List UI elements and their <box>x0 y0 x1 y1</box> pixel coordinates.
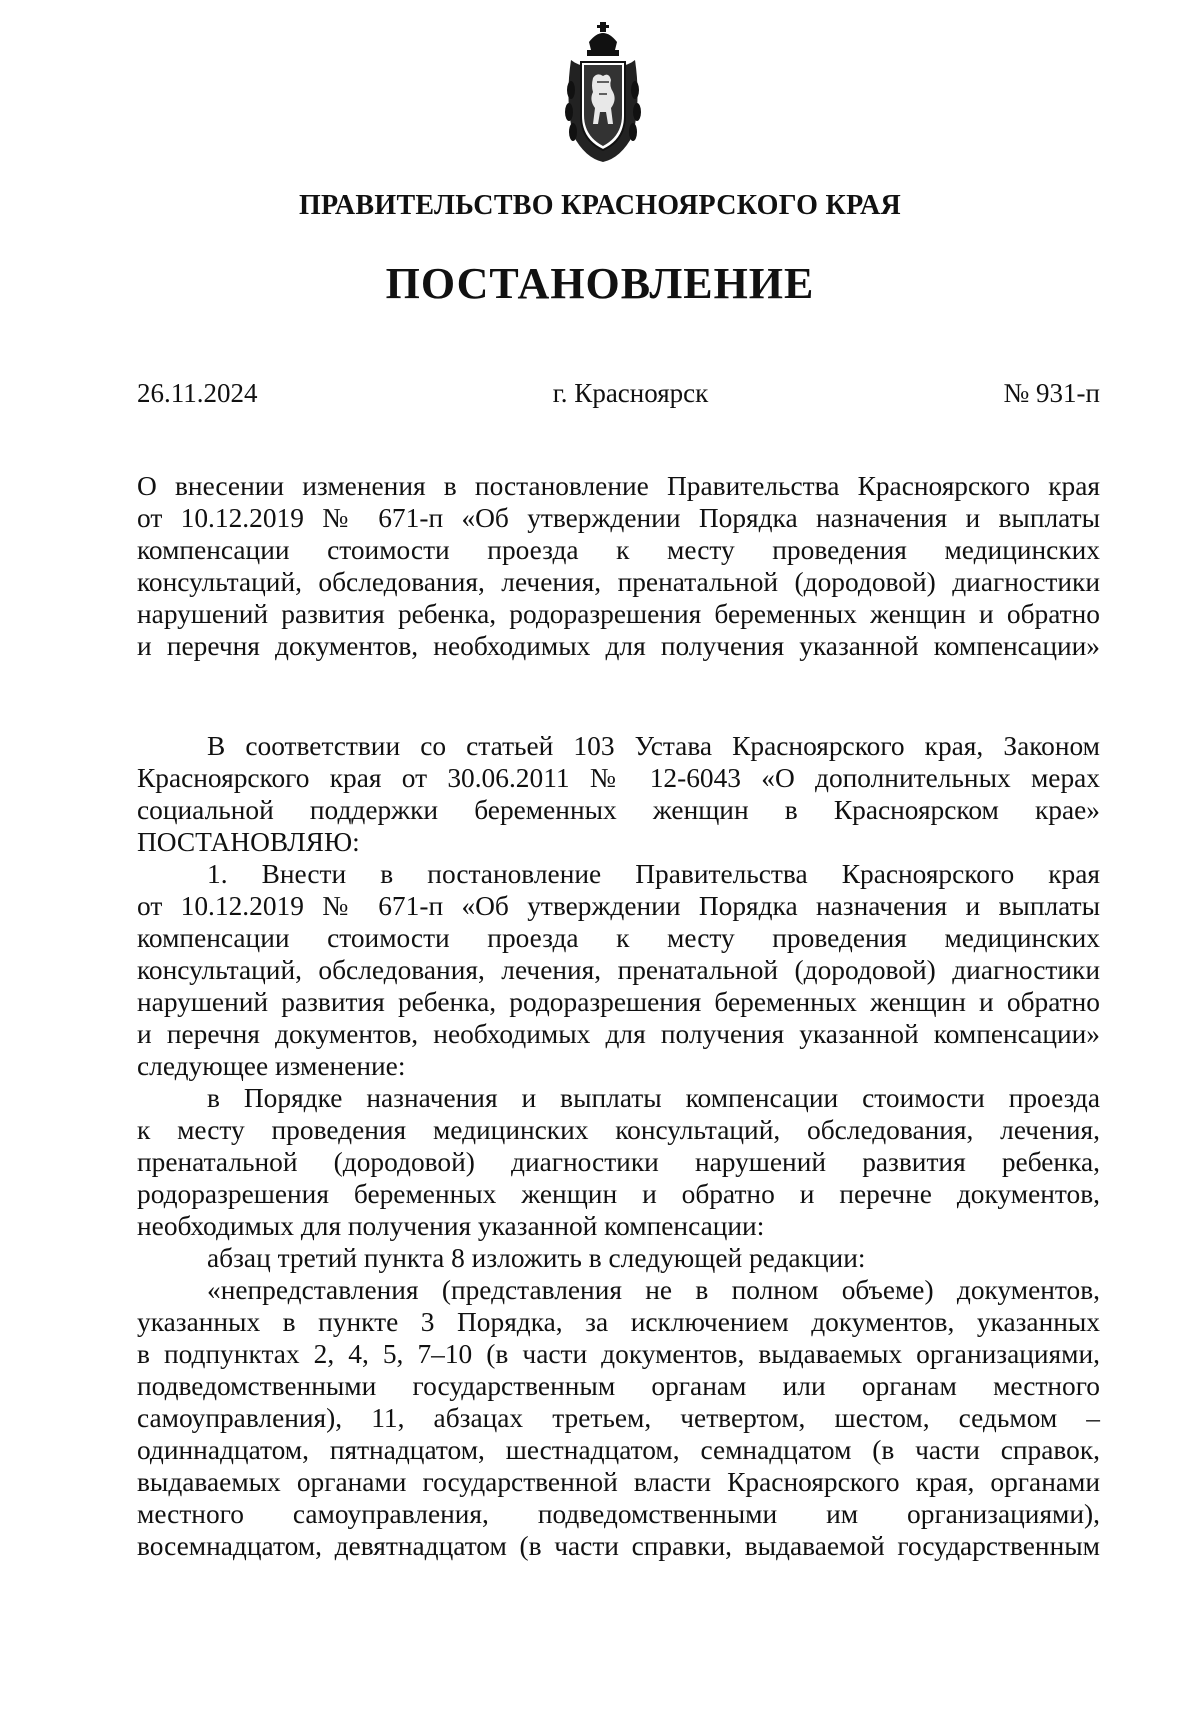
body-line: консультаций, обследования, лечения, пренатальной (дородовой) диагностики <box>137 955 1100 985</box>
body-line: восемнадцатом, девятнадцатом (в части справки, выдаваемой государственным <box>137 1531 1100 1561</box>
body-line: одиннадцатом, пятнадцатом, шестнадцатом, семнадцатом (в части справок, <box>137 1435 1100 1465</box>
document-number: № 931-п <box>1003 378 1100 408</box>
title-line: О внесении изменения в постановление Правительства Красноярского края <box>137 471 1100 501</box>
body-line: ПОСТАНОВЛЯЮ: <box>137 827 360 857</box>
body-line: местного самоуправления, подведомственными им организациями), <box>137 1499 1100 1529</box>
title-line: компенсации стоимости проезда к месту проведения медицинских <box>137 535 1100 565</box>
title-line: консультаций, обследования, лечения, пренатальной (дородовой) диагностики <box>137 567 1100 597</box>
document-date: 26.11.2024 <box>137 378 258 408</box>
body-line: Красноярского края от 30.06.2011 № 12-6043 «О дополнительных мерах <box>137 763 1100 793</box>
title-line: от 10.12.2019 № 671-п «Об утверждении Порядка назначения и выплаты <box>137 503 1100 533</box>
document-type: ПОСТАНОВЛЕНИЕ <box>385 259 815 308</box>
body-line: родоразрешения беременных женщин и обратно и перечне документов, <box>137 1179 1100 1209</box>
document-city: г. Красноярск <box>552 378 709 408</box>
body-line: социальной поддержки беременных женщин в Красноярском крае» <box>137 795 1100 825</box>
body-line: от 10.12.2019 № 671-п «Об утверждении Порядка назначения и выплаты <box>137 891 1100 921</box>
body-line: выдаваемых органами государственной власти Красноярского края, органами <box>137 1467 1100 1497</box>
body-line: пренатальной (дородовой) диагностики нарушений развития ребенка, <box>137 1147 1100 1177</box>
title-line: нарушений развития ребенка, родоразрешения беременных женщин и обратно <box>137 599 1100 629</box>
body-line: компенсации стоимости проезда к месту проведения медицинских <box>137 923 1100 953</box>
body-line: 1. Внести в постановление Правительства Красноярского края <box>207 859 1100 889</box>
coat-of-arms-emblem <box>563 20 643 168</box>
body-line: В соответствии со статьей 103 Устава Красноярского края, Законом <box>207 731 1100 761</box>
body-line: к месту проведения медицинских консультаций, обследования, лечения, <box>137 1115 1100 1145</box>
body-line: подведомственными государственным органам или органам местного <box>137 1371 1100 1401</box>
title-line: и перечня документов, необходимых для получения указанной компенсации» <box>137 631 1100 661</box>
body-line: указанных в пункте 3 Порядка, за исключением документов, указанных <box>137 1307 1100 1337</box>
body-line: в Порядке назначения и выплаты компенсации стоимости проезда <box>207 1083 1100 1113</box>
body-line: следующее изменение: <box>137 1051 406 1081</box>
body-line: в подпунктах 2, 4, 5, 7–10 (в части документов, выдаваемых организациями, <box>137 1339 1100 1369</box>
body-line: необходимых для получения указанной компенсации: <box>137 1211 765 1241</box>
document-title <box>137 470 1100 662</box>
body-line: «непредставления (представления не в полном объеме) документов, <box>207 1275 1100 1305</box>
document-meta <box>137 378 1100 409</box>
body-line: и перечня документов, необходимых для получения указанной компенсации» <box>137 1019 1100 1049</box>
organization-name: ПРАВИТЕЛЬСТВО КРАСНОЯРСКОГО КРАЯ <box>298 190 902 221</box>
document-body <box>137 730 1100 1562</box>
body-line: абзац третий пункта 8 изложить в следующей редакции: <box>207 1243 866 1273</box>
body-line: нарушений развития ребенка, родоразрешения беременных женщин и обратно <box>137 987 1100 1017</box>
body-line: самоуправления), 11, абзацах третьем, четвертом, шестом, седьмом – <box>137 1403 1100 1433</box>
